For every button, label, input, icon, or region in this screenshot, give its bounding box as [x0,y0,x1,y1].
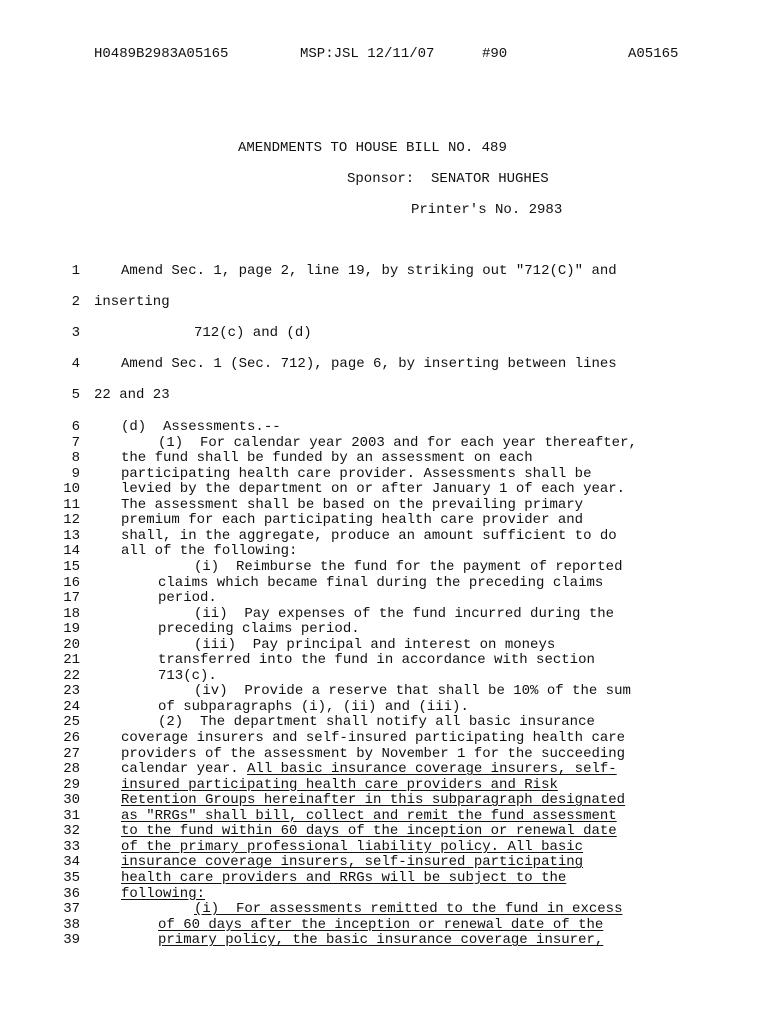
line-text [121,808,617,824]
line-plain-text: all of the following: [121,543,298,560]
line-text [121,854,583,870]
line-plain-text: preceding claims period. [158,621,360,638]
line-number: 21 [63,652,80,669]
line-number: 25 [63,714,80,731]
line-text [194,901,622,917]
line-plain-text: premium for each participating health care provider and [121,512,584,529]
line-number: 13 [63,527,80,544]
line-plain-text: participating health care provider. Assessments shall be [121,465,592,482]
line-plain-text: (iv) Provide a reserve that shall be 10% of the sum [194,683,631,700]
line-text [121,870,566,886]
line-number: 32 [63,823,80,840]
inserted-underlined-text: following: [121,885,206,902]
line-plain-text: of subparagraphs (i), (ii) and (iii). [158,698,469,715]
line-text [158,932,603,948]
line-number: 28 [63,761,80,778]
line-text [121,481,625,497]
line-number: 14 [63,543,80,560]
line-text [121,450,533,466]
line-number: 33 [63,838,80,855]
inserted-underlined-text: primary policy, the basic insurance coverage insurer, [158,932,604,949]
line-text [121,466,591,482]
line-plain-text: The assessment shall be based on the prevailing primary [121,496,584,513]
line-text [121,543,297,559]
line-text [121,886,205,902]
line-text [94,294,170,310]
line-text [121,746,625,762]
line-number: 5 [71,387,80,403]
inserted-underlined-text: (i) For assessments remitted to the fund in excess [194,901,623,918]
line-text [194,683,631,699]
line-number: 4 [71,356,80,372]
line-number: 27 [63,745,80,762]
line-number: 2 [71,294,80,310]
inserted-underlined-text: All basic insurance coverage insurers, self- [247,761,617,778]
line-number: 3 [71,325,80,341]
line-number: 10 [63,481,80,498]
line-plain-text: (1) For calendar year 2003 and for each year thereafter, [158,434,637,451]
line-number: 12 [63,512,80,529]
line-text [158,590,217,606]
line-text [121,730,625,746]
line-plain-text: 22 and 23 [94,387,170,403]
line-plain-text: (iii) Pay principal and interest on moneys [194,636,556,653]
inserted-underlined-text: insurance coverage insurers, self-insured participating [121,854,584,871]
line-plain-text: 713(c). [158,667,217,684]
line-plain-text: the fund shall be funded by an assessment on each [121,450,533,467]
line-text [121,792,625,808]
line-plain-text: shall, in the aggregate, produce an amount sufficient to do [121,527,617,544]
inserted-underlined-text: health care providers and RRGs will be subject to the [121,869,567,886]
line-text [121,512,583,528]
line-number: 20 [63,636,80,653]
amendment-number: A05165 [628,46,679,62]
line-text [121,839,583,855]
line-plain-text: coverage insurers and self-insured participating health care [121,730,626,746]
line-number: 17 [63,590,80,607]
document-id: H0489B2983A05165 [94,46,229,62]
line-plain-text: providers of the assessment by November 1 for the succeeding [121,745,626,762]
line-plain-text: (2) The department shall notify all basic insurance [158,714,595,731]
line-plain-text: levied by the department on or after January 1 of each year. [121,481,626,498]
inserted-underlined-text: of 60 days after the inception or renewal date of the [158,916,604,933]
line-plain-text: 712(c) and (d) [194,325,312,341]
line-number: 26 [63,730,80,746]
line-plain-text: (ii) Pay expenses of the fund incurred during the [194,605,615,622]
line-plain-text: Amend Sec. 1, page 2, line 19, by striking out "712(C)" and [121,263,617,279]
line-plain-text: period. [158,590,217,607]
line-text [194,325,312,341]
line-text [158,668,217,684]
line-number: 29 [63,776,80,793]
line-text [121,761,617,777]
line-number: 37 [63,901,80,918]
line-number: 19 [63,621,80,638]
line-text [121,777,558,793]
line-text [94,387,170,403]
line-number: 31 [63,807,80,824]
inserted-underlined-text: Retention Groups hereinafter in this subparagraph designated [121,792,626,809]
line-text [158,652,595,668]
line-text [121,419,281,435]
inserted-underlined-text: insured participating health care providers and Risk [121,776,558,793]
line-plain-text: claims which became final during the preceding claims [158,574,604,591]
line-plain-text: (d) Assessments.-- [121,419,281,435]
line-text [121,263,617,279]
line-number: 24 [63,698,80,715]
document-number: #90 [482,46,508,62]
line-plain-text: calendar year. [121,761,248,778]
line-number: 30 [63,792,80,809]
line-text [194,606,614,622]
inserted-underlined-text: to the fund within 60 days of the inception or renewal date [121,823,617,840]
line-number: 7 [71,434,80,451]
line-number: 18 [63,605,80,622]
line-number: 35 [63,869,80,886]
inserted-underlined-text: as "RRGs" shall bill, collect and remit the fund assessment [121,807,617,824]
line-number: 23 [63,683,80,700]
line-number: 38 [63,916,80,933]
line-number: 6 [71,419,80,435]
line-text [121,497,583,513]
line-text [194,637,555,653]
inserted-underlined-text: of the primary professional liability policy. All basic [121,838,584,855]
line-plain-text: inserting [94,294,170,310]
line-number: 36 [63,885,80,902]
line-plain-text: Amend Sec. 1 (Sec. 712), page 6, by inserting between lines [121,356,617,372]
document-title: AMENDMENTS TO HOUSE BILL NO. 489 [238,140,507,156]
line-text [158,621,360,637]
line-text [158,435,637,451]
line-number: 22 [63,667,80,684]
line-text [194,559,622,575]
line-text [158,699,469,715]
printer-number: Printer's No. 2983 [411,202,563,218]
line-number: 8 [71,450,80,467]
line-number: 1 [71,263,80,279]
line-number: 39 [63,932,80,949]
line-plain-text: transferred into the fund in accordance with section [158,652,595,669]
line-text [121,356,617,372]
line-plain-text: (i) Reimburse the fund for the payment of reported [194,558,623,575]
sponsor-line: Sponsor: SENATOR HUGHES [347,171,549,187]
line-text [158,575,603,591]
line-number: 34 [63,854,80,871]
line-number: 15 [63,558,80,575]
line-number: 16 [63,574,80,591]
line-number: 9 [71,465,80,482]
line-text [121,528,617,544]
line-number: 11 [63,496,80,513]
drafter-stamp: MSP:JSL 12/11/07 [300,46,435,62]
line-text [121,823,617,839]
line-text [158,917,603,933]
line-text [158,714,595,730]
